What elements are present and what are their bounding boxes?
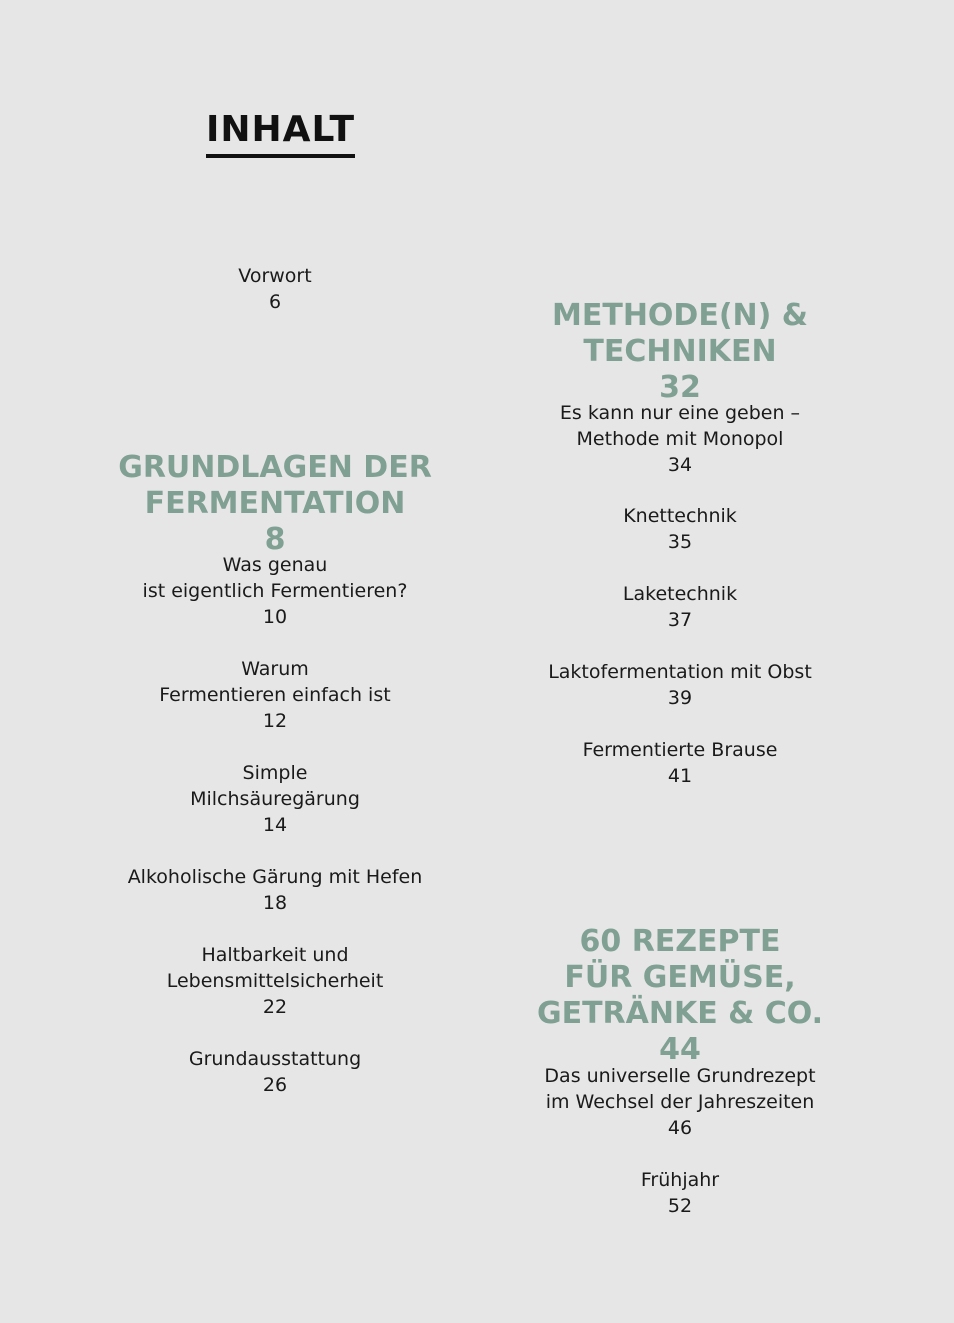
toc-entry-vorwort[interactable] <box>110 263 440 315</box>
page-title: INHALT <box>206 108 355 158</box>
toc-entry[interactable] <box>515 1063 845 1141</box>
toc-entry[interactable] <box>515 581 845 633</box>
toc-entry-title: Das universelle Grundrezept im Wechsel der Jahreszeiten <box>544 1065 816 1113</box>
toc-section-title: GRUNDLAGEN DER FERMENTATION <box>118 450 432 521</box>
toc-section-page: 44 <box>659 1032 701 1067</box>
toc-entry-page: 46 <box>667 1117 693 1139</box>
toc-entry-page: 12 <box>262 710 288 732</box>
toc-entry[interactable] <box>515 659 845 711</box>
toc-entry-title: Frühjahr <box>640 1169 720 1191</box>
toc-entry-title: Es kann nur eine geben – Methode mit Monopol <box>559 402 801 450</box>
toc-left-column <box>110 0 440 1323</box>
toc-entry-page: 18 <box>262 892 288 914</box>
toc-entry-title: Knettechnik <box>623 505 737 527</box>
toc-entry[interactable] <box>110 1046 440 1098</box>
toc-entry-title: Alkoholische Gärung mit Hefen <box>127 866 423 888</box>
toc-entry[interactable] <box>515 1167 845 1219</box>
toc-section-page: 8 <box>264 522 286 557</box>
toc-entry-title: Grundausstattung <box>188 1048 362 1070</box>
toc-entry-title: Was genau ist eigentlich Fermentieren? <box>142 554 408 602</box>
toc-section-page: 32 <box>659 370 701 405</box>
toc-entry-page: 41 <box>667 765 693 787</box>
toc-entry-page: 14 <box>262 814 288 836</box>
toc-entry-title: Haltbarkeit und Lebensmittelsicherheit <box>166 944 384 992</box>
toc-entry-title: Warum Fermentieren einfach ist <box>159 658 391 706</box>
toc-entry-page: 26 <box>262 1074 288 1096</box>
toc-entry-page: 10 <box>262 606 288 628</box>
toc-entry-title: Vorwort <box>238 265 312 287</box>
toc-entry-page: 37 <box>667 609 693 631</box>
toc-entry[interactable] <box>110 760 440 838</box>
toc-entry[interactable] <box>515 503 845 555</box>
toc-entry-page: 22 <box>262 996 288 1018</box>
toc-entry-title: Laktofermentation mit Obst <box>548 661 812 683</box>
toc-right-column <box>515 0 845 1323</box>
toc-entry[interactable] <box>110 656 440 734</box>
toc-section-title: 60 REZEPTE FÜR GEMÜSE, GETRÄNKE & CO. <box>536 924 824 1031</box>
toc-entry[interactable] <box>110 942 440 1020</box>
toc-entry-title: Simple Milchsäuregärung <box>190 762 360 810</box>
toc-entry-page: 52 <box>667 1195 693 1217</box>
toc-entry-title: Laketechnik <box>622 583 738 605</box>
toc-section-title: METHODE(N) & TECHNIKEN <box>552 298 808 369</box>
toc-entry[interactable] <box>515 400 845 478</box>
toc-entry-title: Fermentierte Brause <box>582 739 778 761</box>
toc-entry[interactable] <box>110 864 440 916</box>
toc-entry-page: 34 <box>667 454 693 476</box>
toc-entry[interactable] <box>110 552 440 630</box>
toc-entry-page: 39 <box>667 687 693 709</box>
toc-entry[interactable] <box>515 737 845 789</box>
toc-entry-page: 35 <box>667 531 693 553</box>
toc-entry-page: 6 <box>268 291 282 313</box>
